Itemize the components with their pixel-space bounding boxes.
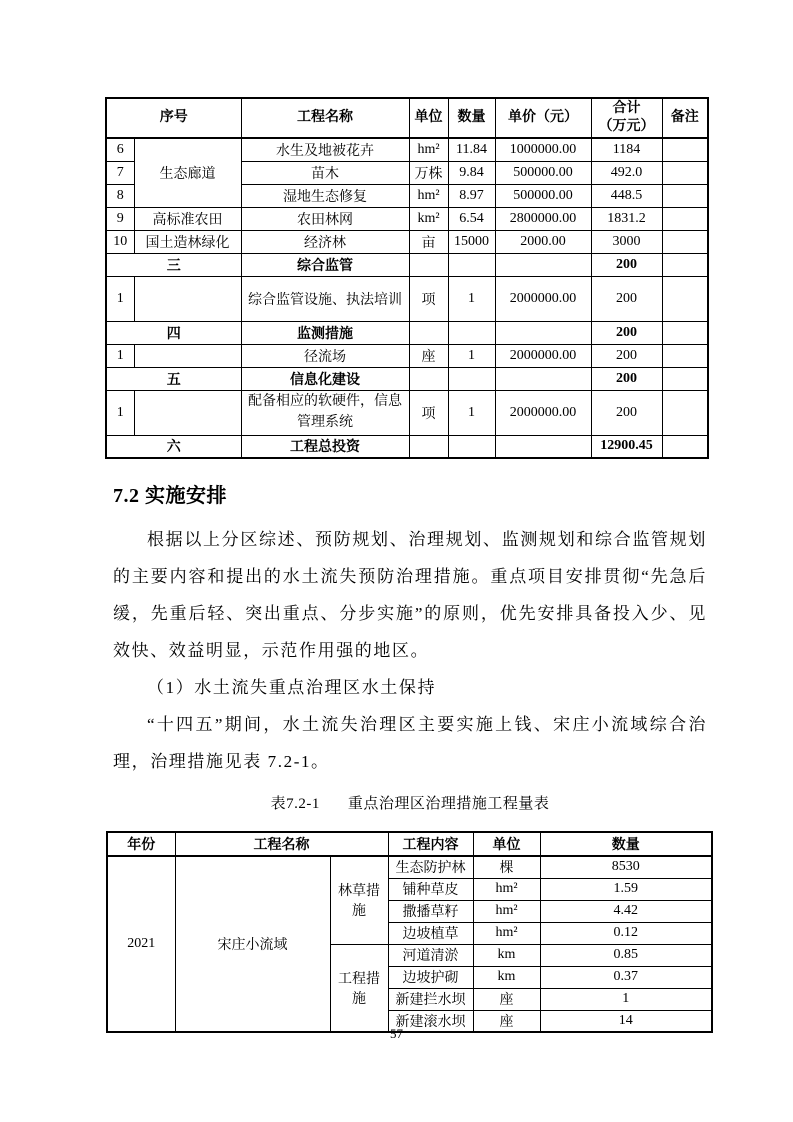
cell-category: [134, 276, 241, 321]
cell-unit: [409, 253, 448, 276]
cell-remark: [662, 161, 708, 184]
cell-section-num: 五: [106, 367, 241, 390]
cell-section-num: 三: [106, 253, 241, 276]
body-text-block: [113, 521, 707, 823]
cell-content: 新建拦水坝: [388, 988, 473, 1010]
cell-name: 苗木: [241, 161, 409, 184]
cell-section-name: 信息化建设: [241, 367, 409, 390]
header-unit: 单位: [473, 832, 540, 856]
cell-unit: 万株: [409, 161, 448, 184]
cell-category: 国土造林绿化: [134, 230, 241, 253]
cell-unit: km: [473, 966, 540, 988]
cell-name: 湿地生态修复: [241, 184, 409, 207]
cell-qty: 0.85: [540, 944, 712, 966]
cell-unit: 项: [409, 276, 448, 321]
cell-unit: 座: [473, 988, 540, 1010]
cell-name: 经济林: [241, 230, 409, 253]
cell-category: 高标准农田: [134, 207, 241, 230]
cell-name: 水生及地被花卉: [241, 138, 409, 161]
cell-unit: hm²: [409, 184, 448, 207]
cell-total: 200: [591, 276, 662, 321]
cell-remark: [662, 253, 708, 276]
cell-num: 1: [106, 276, 134, 321]
cell-num: 8: [106, 184, 134, 207]
header-index: 序号: [106, 98, 241, 138]
header-total-line2: （万元）: [598, 119, 655, 134]
header-total-line1: 合计: [612, 100, 641, 116]
cell-remark: [662, 321, 708, 344]
cell-total: 200: [591, 390, 662, 435]
cell-price: [495, 253, 591, 276]
cell-total: 3000: [591, 230, 662, 253]
section-row: [106, 321, 708, 344]
cell-unit: [409, 321, 448, 344]
header-total: [591, 98, 662, 138]
table-row: [107, 856, 712, 878]
cell-num: 9: [106, 207, 134, 230]
cell-unit: 棵: [473, 856, 540, 878]
cell-content: 撒播草籽: [388, 900, 473, 922]
investment-summary-table: [105, 97, 709, 459]
cell-name: 综合监管设施、执法培训: [241, 276, 409, 321]
paragraph: 根据以上分区综述、预防规划、治理规划、监测规划和综合监管规划的主要内容和提出的水土流失预防治理措施。重点项目安排贯彻“先急后缓，先重后轻、突出重点、分步实施”的原则，优先安排具备投入少、见效快、效益明显，示范作用强的地区。: [113, 530, 707, 660]
cell-price: 500000.00: [495, 184, 591, 207]
cell-unit: 项: [409, 390, 448, 435]
header-qty: 数量: [540, 832, 712, 856]
section-row: [106, 367, 708, 390]
cell-num: 6: [106, 138, 134, 161]
paragraph: “十四五”期间，水土流失治理区主要实施上钱、宋庄小流域综合治理，治理措施见表 7.2-1。: [113, 715, 707, 771]
cell-qty: 14: [540, 1010, 712, 1032]
cell-qty: [448, 321, 495, 344]
cell-measure-type: 林草措施: [330, 856, 388, 944]
page-number: 57: [390, 1026, 403, 1041]
cell-unit: hm²: [473, 900, 540, 922]
cell-num: 1: [106, 390, 134, 435]
cell-remark: [662, 276, 708, 321]
header-year: 年份: [107, 832, 175, 856]
paragraph: （1）水土流失重点治理区水土保持: [147, 678, 437, 697]
table-row: [106, 230, 708, 253]
cell-section-name: 监测措施: [241, 321, 409, 344]
cell-price: [495, 435, 591, 458]
cell-remark: [662, 207, 708, 230]
cell-category: 生态廊道: [134, 138, 241, 207]
cell-remark: [662, 367, 708, 390]
section-row: [106, 435, 708, 458]
cell-content: 边坡护砌: [388, 966, 473, 988]
cell-name: 农田林网: [241, 207, 409, 230]
table-row: [106, 390, 708, 435]
cell-qty: 9.84: [448, 161, 495, 184]
table-row: [106, 138, 708, 161]
cell-unit: [409, 367, 448, 390]
cell-price: 1000000.00: [495, 138, 591, 161]
cell-qty: 1: [448, 344, 495, 367]
cell-price: 2000000.00: [495, 276, 591, 321]
cell-price: 2000000.00: [495, 344, 591, 367]
cell-total: 200: [591, 367, 662, 390]
header-content: 工程内容: [388, 832, 473, 856]
cell-content: 生态防护林: [388, 856, 473, 878]
cell-total: 1184: [591, 138, 662, 161]
cell-section-num: 六: [106, 435, 241, 458]
table-header-row: [107, 832, 712, 856]
cell-qty: 8530: [540, 856, 712, 878]
cell-price: [495, 321, 591, 344]
cell-remark: [662, 344, 708, 367]
cell-year: 2021: [107, 856, 175, 1032]
cell-price: 2000000.00: [495, 390, 591, 435]
cell-name: 配备相应的软硬件，信息管理系统: [241, 390, 409, 435]
cell-content: 新建滚水坝: [388, 1010, 473, 1032]
cell-qty: 1: [448, 276, 495, 321]
cell-qty: 1: [540, 988, 712, 1010]
cell-name: 径流场: [241, 344, 409, 367]
cell-section-name: 综合监管: [241, 253, 409, 276]
section-heading: 7.2 实施安排: [113, 485, 227, 507]
cell-content: 河道清淤: [388, 944, 473, 966]
cell-price: 2000.00: [495, 230, 591, 253]
cell-qty: [448, 253, 495, 276]
cell-price: [495, 367, 591, 390]
cell-unit: [409, 435, 448, 458]
table-row: [106, 276, 708, 321]
table-header-row: [106, 98, 708, 138]
cell-section-num: 四: [106, 321, 241, 344]
cell-content: 铺种草皮: [388, 878, 473, 900]
header-qty: 数量: [448, 98, 495, 138]
cell-num: 7: [106, 161, 134, 184]
cell-total: 200: [591, 321, 662, 344]
cell-unit: km²: [409, 207, 448, 230]
cell-qty: 1.59: [540, 878, 712, 900]
cell-qty: 15000: [448, 230, 495, 253]
cell-qty: 11.84: [448, 138, 495, 161]
cell-unit: 亩: [409, 230, 448, 253]
cell-project: 宋庄小流域: [175, 856, 330, 1032]
table-caption-title: 重点治理区治理措施工程量表: [347, 796, 550, 812]
header-remark: 备注: [662, 98, 708, 138]
cell-qty: 4.42: [540, 900, 712, 922]
cell-unit: hm²: [473, 878, 540, 900]
cell-num: 10: [106, 230, 134, 253]
header-unit: 单位: [409, 98, 448, 138]
header-project-name: 工程名称: [241, 98, 409, 138]
cell-unit: 座: [473, 1010, 540, 1032]
cell-category: [134, 390, 241, 435]
cell-total: 12900.45: [591, 435, 662, 458]
table-caption: [113, 786, 707, 823]
cell-price: 2800000.00: [495, 207, 591, 230]
header-price: 单价（元）: [495, 98, 591, 138]
table-row: [106, 344, 708, 367]
cell-total: 448.5: [591, 184, 662, 207]
cell-qty: 8.97: [448, 184, 495, 207]
cell-remark: [662, 390, 708, 435]
cell-unit: 座: [409, 344, 448, 367]
cell-unit: km: [473, 944, 540, 966]
cell-category: [134, 344, 241, 367]
cell-qty: 1: [448, 390, 495, 435]
table-row: [106, 207, 708, 230]
cell-qty: 6.54: [448, 207, 495, 230]
cell-unit: hm²: [473, 922, 540, 944]
cell-remark: [662, 230, 708, 253]
cell-qty: [448, 435, 495, 458]
cell-qty: [448, 367, 495, 390]
cell-num: 1: [106, 344, 134, 367]
cell-measure-type: 工程措施: [330, 944, 388, 1032]
cell-remark: [662, 435, 708, 458]
cell-price: 500000.00: [495, 161, 591, 184]
treatment-measures-table: [106, 831, 713, 1033]
table-caption-id: 表7.2-1: [270, 796, 320, 812]
section-row: [106, 253, 708, 276]
cell-qty: 0.12: [540, 922, 712, 944]
cell-total: 200: [591, 344, 662, 367]
cell-total: 492.0: [591, 161, 662, 184]
cell-total: 200: [591, 253, 662, 276]
cell-content: 边坡植草: [388, 922, 473, 944]
header-project-name: 工程名称: [175, 832, 388, 856]
cell-unit: hm²: [409, 138, 448, 161]
cell-total: 1831.2: [591, 207, 662, 230]
cell-remark: [662, 138, 708, 161]
cell-qty: 0.37: [540, 966, 712, 988]
cell-remark: [662, 184, 708, 207]
cell-section-name: 工程总投资: [241, 435, 409, 458]
